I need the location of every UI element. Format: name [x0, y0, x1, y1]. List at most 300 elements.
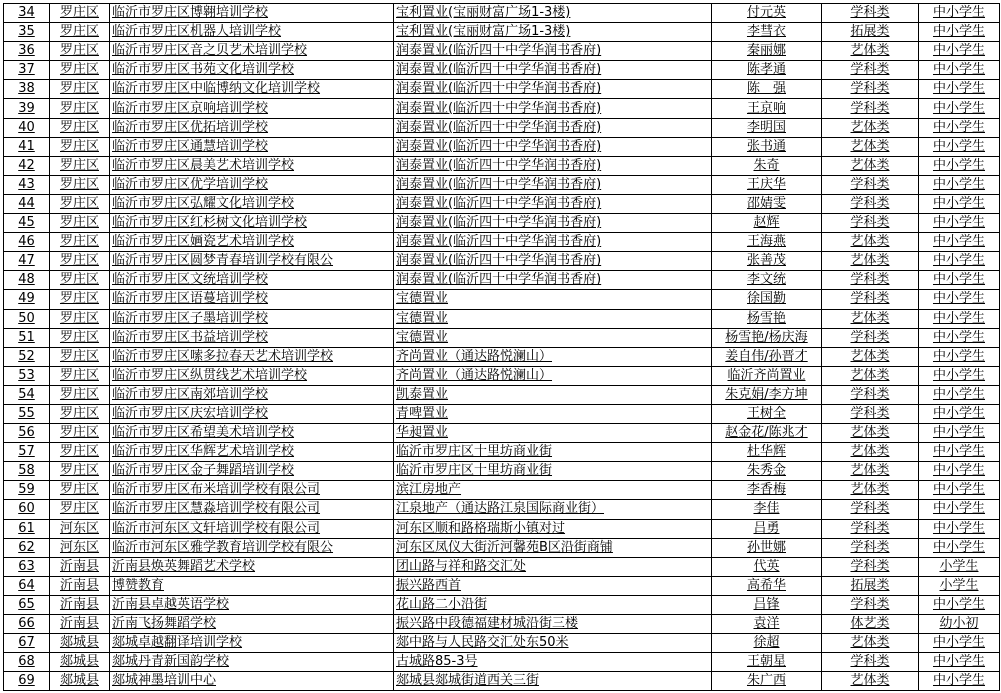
school-name-cell: [110, 404, 394, 423]
row-number: [4, 672, 50, 691]
address-cell: [394, 634, 712, 653]
district-cell-text: 罗庄区: [59, 119, 99, 135]
row-number: [4, 194, 50, 213]
address-cell: [394, 23, 712, 42]
contact-person-cell-text: 张书通: [746, 138, 786, 154]
category-cell: [822, 214, 919, 233]
contact-person-cell-text: 邵婧雯: [746, 195, 786, 211]
row-number-text: 52: [18, 348, 35, 364]
district-cell-text: 罗庄区: [59, 176, 99, 192]
school-name-cell-text: 郯城神墨培训中心: [112, 673, 217, 689]
contact-person-cell: [712, 672, 822, 691]
address-cell-text: 团山路与祥和路交汇处: [396, 558, 527, 574]
school-name-cell-text: 临沂市罗庄区优拓培训学校: [112, 119, 269, 135]
contact-person-cell: [712, 404, 822, 423]
school-name-cell-text: 郯城卓越翻译培训学校: [112, 635, 243, 651]
table-row: [4, 385, 1000, 404]
category-cell: [822, 42, 919, 61]
table-row: [4, 309, 1000, 328]
district-cell-text: 沂南县: [59, 577, 99, 593]
address-cell-text: 宝利置业(宝丽财富广场1-3楼): [396, 5, 571, 21]
district-cell: [50, 557, 110, 576]
category-cell-text: 艺体类: [850, 425, 890, 441]
address-cell: [394, 328, 712, 347]
contact-person-cell-text: 李佳: [753, 501, 780, 517]
category-cell-text: 学科类: [850, 100, 890, 116]
district-cell: [50, 366, 110, 385]
row-number-text: 65: [18, 596, 35, 612]
contact-person-cell: [712, 328, 822, 347]
district-cell-text: 罗庄区: [59, 138, 99, 154]
row-number-text: 37: [18, 62, 35, 78]
school-name-cell-text: 沂南县焕英舞蹈艺术学校: [112, 558, 256, 574]
address-cell: [394, 653, 712, 672]
contact-person-cell-text: 李文统: [746, 272, 786, 288]
address-cell-text: 凯泰置业: [396, 386, 449, 402]
address-cell-text: 河东区凤仪大街沂河馨苑B区沿街商铺: [396, 539, 613, 555]
address-cell-text: 润泰置业(临沂四十中学华润书香府): [396, 43, 602, 59]
category-cell: [822, 385, 919, 404]
student-level-cell-text: 中小学生: [932, 157, 985, 173]
school-name-cell-text: 沂南县卓越英语学校: [112, 596, 230, 612]
contact-person-cell-text: 徐超: [753, 635, 780, 651]
district-cell-text: 郯城县: [59, 635, 99, 651]
district-cell: [50, 61, 110, 80]
address-cell-text: 润泰置业(临沂四十中学华润书香府): [396, 272, 602, 288]
contact-person-cell-text: 姜自伟/孙晋才: [725, 348, 808, 364]
district-cell-text: 罗庄区: [59, 215, 99, 231]
district-cell: [50, 23, 110, 42]
contact-person-cell-text: 秦丽娜: [746, 43, 786, 59]
district-cell: [50, 595, 110, 614]
district-cell: [50, 156, 110, 175]
table-row: [4, 576, 1000, 595]
category-cell-text: 学科类: [850, 195, 890, 211]
student-level-cell-text: 中小学生: [932, 463, 985, 479]
student-level-cell-text: 中小学生: [932, 43, 985, 59]
school-name-cell-text: 临沂市罗庄区晨美艺术培训学校: [112, 157, 295, 173]
table-row: [4, 538, 1000, 557]
student-level-cell-text: 中小学生: [932, 654, 985, 670]
district-cell: [50, 271, 110, 290]
district-cell-text: 罗庄区: [59, 62, 99, 78]
school-name-cell: [110, 214, 394, 233]
category-cell-text: 学科类: [850, 291, 890, 307]
contact-person-cell-text: 赵辉: [753, 215, 780, 231]
contact-person-cell: [712, 538, 822, 557]
category-cell: [822, 672, 919, 691]
school-name-cell: [110, 634, 394, 653]
district-cell: [50, 99, 110, 118]
row-number: [4, 653, 50, 672]
address-cell: [394, 80, 712, 99]
table-row: [4, 481, 1000, 500]
student-level-cell: [919, 462, 1000, 481]
row-number-text: 34: [18, 5, 35, 21]
table-row: [4, 366, 1000, 385]
school-name-cell-text: 临沂市罗庄区布米培训学校有限公司: [112, 482, 321, 498]
district-cell: [50, 634, 110, 653]
table-row: [4, 615, 1000, 634]
student-level-cell: [919, 137, 1000, 156]
table-row: [4, 290, 1000, 309]
student-level-cell-text: 中小学生: [932, 348, 985, 364]
row-number: [4, 23, 50, 42]
contact-person-cell: [712, 194, 822, 213]
address-cell: [394, 500, 712, 519]
category-cell: [822, 271, 919, 290]
student-level-cell: [919, 443, 1000, 462]
school-name-cell: [110, 61, 394, 80]
category-cell: [822, 443, 919, 462]
district-cell: [50, 519, 110, 538]
student-level-cell: [919, 290, 1000, 309]
table-row: [4, 156, 1000, 175]
school-name-cell: [110, 156, 394, 175]
district-cell: [50, 653, 110, 672]
contact-person-cell-text: 王海燕: [746, 234, 786, 250]
row-number-text: 43: [18, 176, 35, 192]
school-name-cell-text: 临沂市罗庄区音之贝艺术培训学校: [112, 43, 308, 59]
row-number: [4, 271, 50, 290]
student-level-cell-text: 中小学生: [932, 100, 985, 116]
address-cell: [394, 538, 712, 557]
row-number-text: 55: [18, 406, 35, 422]
district-cell: [50, 118, 110, 137]
address-cell: [394, 615, 712, 634]
address-cell-text: 华昶置业: [396, 425, 449, 441]
category-cell-text: 学科类: [850, 539, 890, 555]
student-level-cell-text: 小学生: [939, 577, 979, 593]
school-name-cell-text: 临沂市罗庄区语蔓培训学校: [112, 291, 269, 307]
contact-person-cell-text: 杨雪艳/杨庆海: [725, 329, 808, 345]
school-name-cell: [110, 500, 394, 519]
school-name-cell: [110, 519, 394, 538]
district-cell: [50, 194, 110, 213]
school-name-cell-text: 临沂市罗庄区南郊培训学校: [112, 386, 269, 402]
table-row: [4, 672, 1000, 691]
table-row: [4, 653, 1000, 672]
address-cell-text: 宝利置业(宝丽财富广场1-3楼): [396, 24, 571, 40]
district-cell: [50, 214, 110, 233]
category-cell: [822, 347, 919, 366]
student-level-cell-text: 中小学生: [932, 482, 985, 498]
student-level-cell-text: 幼小初: [939, 616, 979, 632]
category-cell: [822, 23, 919, 42]
table-row: [4, 271, 1000, 290]
category-cell-text: 艺体类: [850, 673, 890, 689]
category-cell: [822, 634, 919, 653]
contact-person-cell: [712, 347, 822, 366]
student-level-cell-text: 中小学生: [932, 501, 985, 517]
category-cell-text: 学科类: [850, 329, 890, 345]
student-level-cell: [919, 538, 1000, 557]
student-level-cell: [919, 519, 1000, 538]
address-cell-text: 润泰置业(临沂四十中学华润书香府): [396, 176, 602, 192]
category-cell: [822, 557, 919, 576]
row-number-text: 39: [18, 100, 35, 116]
contact-person-cell-text: 陈 强: [746, 81, 786, 97]
contact-person-cell-text: 朱秀金: [746, 463, 786, 479]
category-cell-text: 学科类: [850, 558, 890, 574]
school-name-cell-text: 临沂市罗庄区书益培训学校: [112, 329, 269, 345]
address-cell: [394, 137, 712, 156]
district-cell: [50, 347, 110, 366]
row-number: [4, 137, 50, 156]
address-cell-text: 郯城县郯城街道西关三街: [396, 673, 540, 689]
category-cell: [822, 118, 919, 137]
school-name-cell-text: 临沂市罗庄区博翱培训学校: [112, 5, 269, 21]
district-cell-text: 罗庄区: [59, 329, 99, 345]
table-row: [4, 175, 1000, 194]
contact-person-cell: [712, 23, 822, 42]
school-name-cell: [110, 118, 394, 137]
contact-person-cell-text: 吕锋: [753, 596, 780, 612]
school-name-cell-text: 临沂市罗庄区圆梦青春培训学校有限公: [112, 253, 334, 269]
row-number-text: 40: [18, 119, 35, 135]
school-name-cell: [110, 672, 394, 691]
row-number-text: 64: [18, 577, 35, 593]
school-name-cell-text: 沂南飞扬舞蹈学校: [112, 616, 217, 632]
row-number: [4, 424, 50, 443]
row-number-text: 35: [18, 24, 35, 40]
contact-person-cell: [712, 366, 822, 385]
row-number-text: 46: [18, 234, 35, 250]
school-name-cell: [110, 462, 394, 481]
district-cell-text: 罗庄区: [59, 386, 99, 402]
row-number: [4, 595, 50, 614]
address-cell-text: 宝德置业: [396, 310, 449, 326]
address-cell-text: 河东区顺和路格瑞斯小镇对过: [396, 520, 566, 536]
school-registry-table: [3, 3, 1000, 691]
category-cell: [822, 576, 919, 595]
school-name-cell: [110, 538, 394, 557]
category-cell: [822, 233, 919, 252]
school-name-cell: [110, 481, 394, 500]
address-cell-text: 江泉地产（通达路江泉国际商业街）: [396, 501, 605, 517]
category-cell: [822, 538, 919, 557]
school-name-cell-text: 临沂市罗庄区机器人培训学校: [112, 24, 282, 40]
row-number: [4, 519, 50, 538]
row-number: [4, 99, 50, 118]
district-cell-text: 罗庄区: [59, 310, 99, 326]
student-level-cell: [919, 481, 1000, 500]
district-cell: [50, 672, 110, 691]
row-number: [4, 328, 50, 347]
address-cell-text: 花山路二小沿街: [396, 596, 488, 612]
contact-person-cell-text: 陈孝通: [746, 62, 786, 78]
category-cell: [822, 290, 919, 309]
district-cell-text: 罗庄区: [59, 425, 99, 441]
student-level-cell-text: 中小学生: [932, 673, 985, 689]
address-cell: [394, 61, 712, 80]
category-cell: [822, 80, 919, 99]
table-row: [4, 23, 1000, 42]
school-name-cell-text: 临沂市罗庄区金子舞蹈培训学校: [112, 463, 295, 479]
contact-person-cell-text: 朱克娟/李方坤: [725, 386, 808, 402]
contact-person-cell-text: 徐国勤: [746, 291, 786, 307]
row-number: [4, 557, 50, 576]
category-cell-text: 学科类: [850, 596, 890, 612]
address-cell-text: 宝德置业: [396, 291, 449, 307]
district-cell: [50, 137, 110, 156]
contact-person-cell: [712, 595, 822, 614]
row-number-text: 49: [18, 291, 35, 307]
category-cell-text: 学科类: [850, 654, 890, 670]
address-cell: [394, 557, 712, 576]
school-name-cell-text: 临沂市罗庄区子墨培训学校: [112, 310, 269, 326]
student-level-cell-text: 中小学生: [932, 253, 985, 269]
school-name-cell-text: 临沂市罗庄区华辉艺术培训学校: [112, 444, 295, 460]
table-row: [4, 462, 1000, 481]
contact-person-cell-text: 李香梅: [746, 482, 786, 498]
student-level-cell-text: 中小学生: [932, 291, 985, 307]
category-cell-text: 学科类: [850, 406, 890, 422]
category-cell: [822, 424, 919, 443]
student-level-cell: [919, 233, 1000, 252]
district-cell: [50, 404, 110, 423]
district-cell-text: 罗庄区: [59, 234, 99, 250]
student-level-cell-text: 中小学生: [932, 386, 985, 402]
row-number-text: 68: [18, 654, 35, 670]
district-cell: [50, 80, 110, 99]
district-cell: [50, 175, 110, 194]
row-number-text: 60: [18, 501, 35, 517]
table-row: [4, 252, 1000, 271]
school-name-cell: [110, 137, 394, 156]
row-number: [4, 576, 50, 595]
contact-person-cell: [712, 309, 822, 328]
address-cell: [394, 271, 712, 290]
school-name-cell-text: 临沂市罗庄区文统培训学校: [112, 272, 269, 288]
district-cell: [50, 4, 110, 23]
district-cell-text: 罗庄区: [59, 348, 99, 364]
address-cell: [394, 576, 712, 595]
student-level-cell-text: 中小学生: [932, 176, 985, 192]
school-name-cell-text: 郯城丹青新国韵学校: [112, 654, 230, 670]
student-level-cell: [919, 500, 1000, 519]
table-row: [4, 347, 1000, 366]
category-cell-text: 学科类: [850, 215, 890, 231]
contact-person-cell-text: 王京响: [746, 100, 786, 116]
address-cell-text: 润泰置业(临沂四十中学华润书香府): [396, 253, 602, 269]
contact-person-cell: [712, 557, 822, 576]
table-row: [4, 233, 1000, 252]
student-level-cell-text: 中小学生: [932, 81, 985, 97]
contact-person-cell-text: 赵金花/陈兆才: [725, 425, 808, 441]
student-level-cell: [919, 615, 1000, 634]
category-cell-text: 学科类: [850, 386, 890, 402]
student-level-cell-text: 中小学生: [932, 62, 985, 78]
category-cell: [822, 595, 919, 614]
address-cell: [394, 385, 712, 404]
district-cell: [50, 233, 110, 252]
table-row: [4, 118, 1000, 137]
student-level-cell: [919, 214, 1000, 233]
student-level-cell-text: 中小学生: [932, 596, 985, 612]
school-name-cell: [110, 4, 394, 23]
row-number-text: 54: [18, 386, 35, 402]
category-cell: [822, 175, 919, 194]
row-number-text: 48: [18, 272, 35, 288]
school-name-cell-text: 临沂市罗庄区优学培训学校: [112, 176, 269, 192]
row-number-text: 45: [18, 215, 35, 231]
category-cell-text: 体艺类: [850, 616, 890, 632]
contact-person-cell: [712, 290, 822, 309]
row-number: [4, 118, 50, 137]
contact-person-cell: [712, 156, 822, 175]
district-cell: [50, 538, 110, 557]
contact-person-cell: [712, 4, 822, 23]
category-cell-text: 艺体类: [850, 119, 890, 135]
school-name-cell-text: 临沂市河东区雅学教育培训学校有限公: [112, 539, 334, 555]
row-number: [4, 309, 50, 328]
contact-person-cell: [712, 615, 822, 634]
school-name-cell: [110, 290, 394, 309]
row-number: [4, 634, 50, 653]
category-cell-text: 学科类: [850, 176, 890, 192]
row-number-text: 53: [18, 367, 35, 383]
address-cell: [394, 404, 712, 423]
category-cell-text: 艺体类: [850, 234, 890, 250]
student-level-cell: [919, 80, 1000, 99]
student-level-cell: [919, 309, 1000, 328]
category-cell: [822, 99, 919, 118]
student-level-cell: [919, 595, 1000, 614]
row-number: [4, 404, 50, 423]
district-cell-text: 罗庄区: [59, 501, 99, 517]
contact-person-cell-text: 孙世娜: [746, 539, 786, 555]
district-cell: [50, 290, 110, 309]
category-cell-text: 学科类: [850, 272, 890, 288]
school-name-cell-text: 临沂市罗庄区婳瓷艺术培训学校: [112, 234, 295, 250]
row-number-text: 69: [18, 673, 35, 689]
district-cell-text: 罗庄区: [59, 24, 99, 40]
row-number: [4, 481, 50, 500]
category-cell-text: 艺体类: [850, 157, 890, 173]
district-cell: [50, 500, 110, 519]
address-cell-text: 滨江房地产: [396, 482, 462, 498]
row-number: [4, 80, 50, 99]
row-number: [4, 290, 50, 309]
table-row: [4, 61, 1000, 80]
address-cell: [394, 252, 712, 271]
contact-person-cell-text: 袁洋: [753, 616, 780, 632]
category-cell-text: 艺体类: [850, 463, 890, 479]
category-cell-text: 艺体类: [850, 43, 890, 59]
address-cell-text: 古城路85-3号: [396, 654, 478, 670]
school-name-cell: [110, 80, 394, 99]
row-number: [4, 615, 50, 634]
student-level-cell: [919, 61, 1000, 80]
district-cell: [50, 42, 110, 61]
contact-person-cell-text: 临沂齐尚置业: [727, 367, 806, 383]
category-cell: [822, 519, 919, 538]
contact-person-cell-text: 张善茂: [746, 253, 786, 269]
row-number: [4, 443, 50, 462]
contact-person-cell-text: 李彗衣: [746, 24, 786, 40]
row-number: [4, 42, 50, 61]
row-number-text: 63: [18, 558, 35, 574]
school-name-cell: [110, 233, 394, 252]
student-level-cell: [919, 42, 1000, 61]
contact-person-cell: [712, 42, 822, 61]
address-cell: [394, 443, 712, 462]
district-cell: [50, 385, 110, 404]
address-cell-text: 振兴路中段德福建材城沿街三楼: [396, 616, 579, 632]
category-cell: [822, 4, 919, 23]
district-cell-text: 罗庄区: [59, 367, 99, 383]
